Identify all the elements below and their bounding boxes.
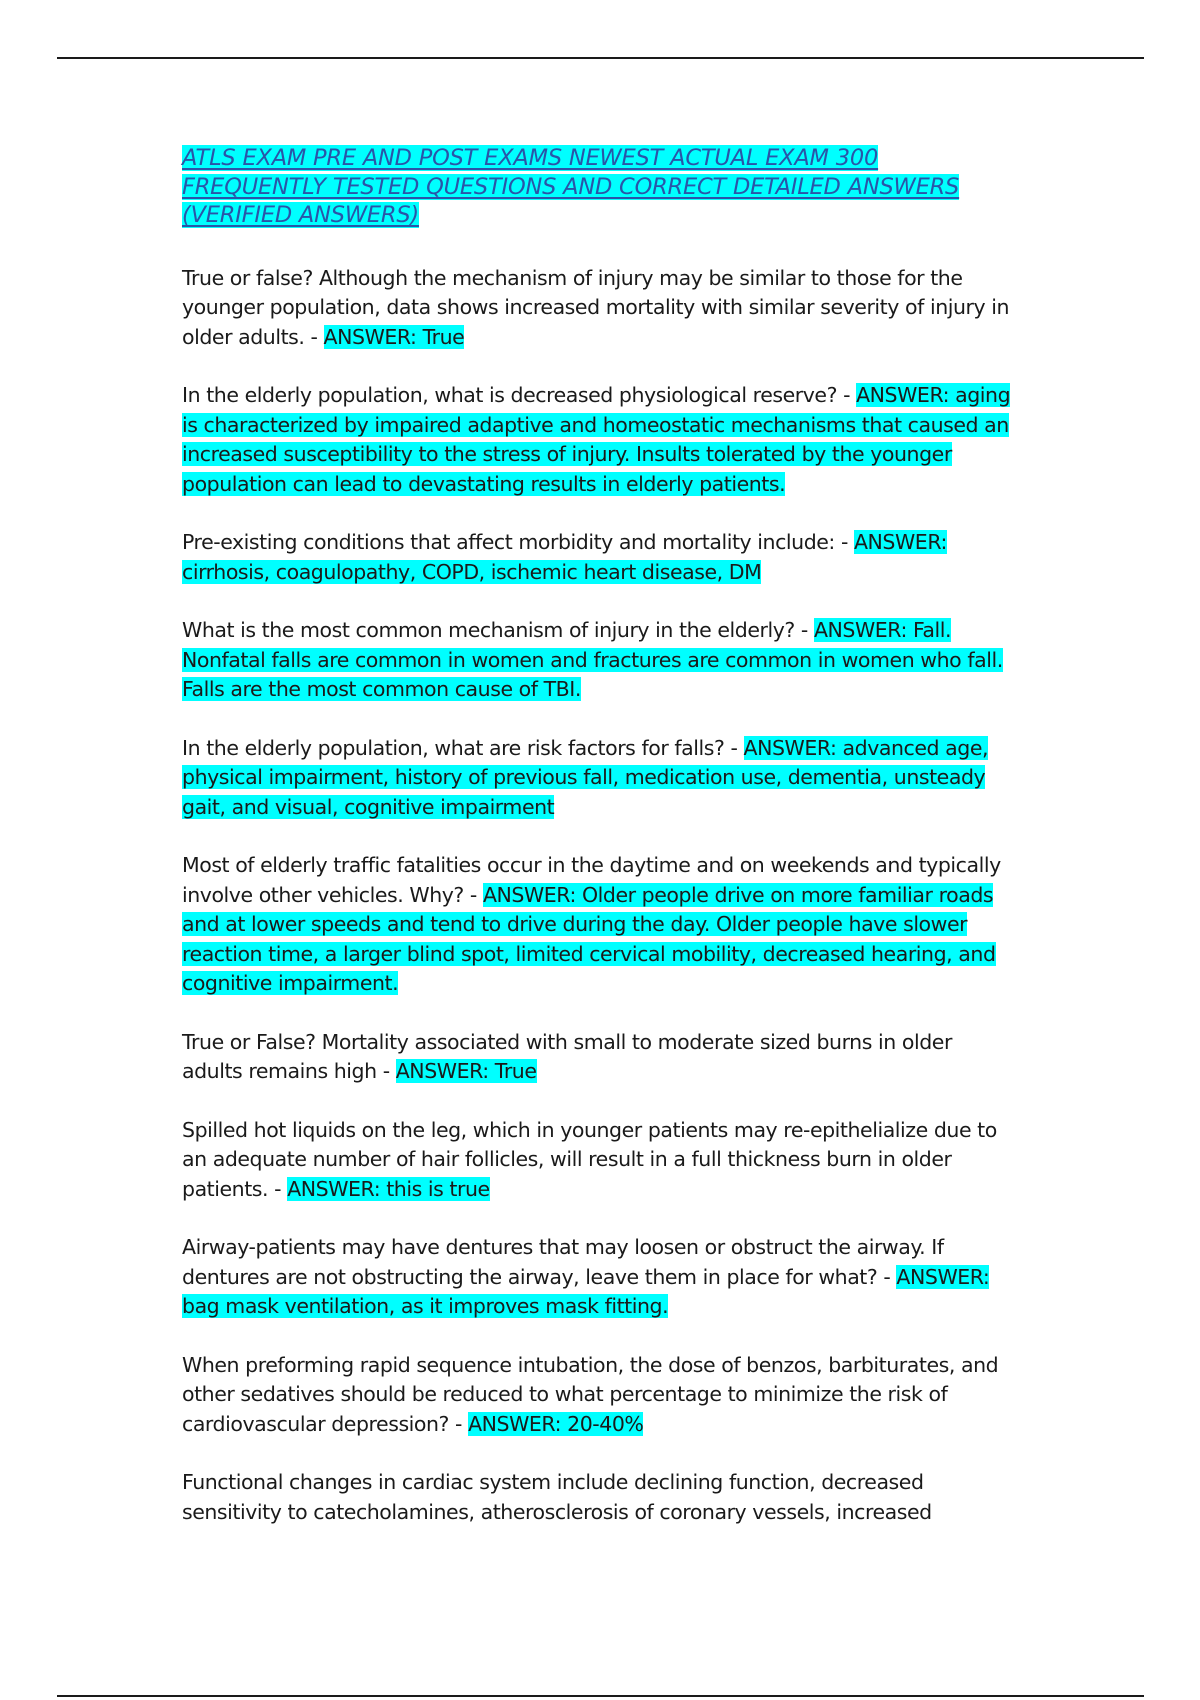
answer-text: ANSWER: 20-40% <box>468 1411 644 1436</box>
question-text: Pre-existing conditions that affect morbidity and mortality include: - <box>182 530 854 554</box>
answer-text: ANSWER: this is true <box>287 1176 490 1201</box>
answer-text: ANSWER: cirrhosis, coagulopathy, COPD, ischemic heart disease, DM <box>182 530 947 584</box>
page-top-rule <box>57 57 1144 59</box>
answer-text: ANSWER: aging is characterized by impaired adaptive and homeostatic mechanisms that caused an increased susceptibility to the stress of injury. Insults tolerated by the younger population can lead to devastating results in elderly patients. <box>182 383 1011 496</box>
question-text: What is the most common mechanism of injury in the elderly? - <box>182 618 814 642</box>
qa-item <box>182 616 1012 705</box>
qa-item <box>182 734 1012 823</box>
answer-text: ANSWER: Fall. Nonfatal falls are common in women and fractures are common in women who fall. Falls are the most common cause of TBI. <box>182 618 1003 701</box>
qa-item <box>182 528 1012 587</box>
question-text: When preforming rapid sequence intubation, the dose of benzos, barbiturates, and other sedatives should be reduced to what percentage to minimize the risk of cardiovascular depression? - <box>182 1352 999 1436</box>
page-bottom-rule <box>57 1695 1144 1697</box>
question-text: True or False? Mortality associated with small to moderate sized burns in older adults remains high - <box>182 1029 952 1083</box>
qa-item <box>182 1351 1012 1440</box>
qa-item <box>182 264 1012 353</box>
question-text: True or false? Although the mechanism of injury may be similar to those for the younger population, data shows increased mortality with similar severity of injury in older adults. - <box>182 265 1010 349</box>
qa-item <box>182 1028 1012 1087</box>
qa-item <box>182 381 1012 499</box>
answer-text: ANSWER: True <box>323 324 465 349</box>
question-text: Functional changes in cardiac system include declining function, decreased sensitivity to catecholamines, atherosclerosis of coronary vessels, increased <box>182 1470 932 1524</box>
document-title <box>182 144 1012 230</box>
document-body <box>182 144 1012 1556</box>
question-text: In the elderly population, what is decreased physiological reserve? - <box>182 383 857 407</box>
answer-text: ANSWER: advanced age, physical impairment, history of previous fall, medication use, dementia, unsteady gait, and visual, cognitive impairment <box>182 735 989 819</box>
answer-text: ANSWER: bag mask ventilation, as it improves mask fitting. <box>182 1264 990 1318</box>
qa-item <box>182 1468 1012 1527</box>
answer-text: ANSWER: True <box>395 1059 537 1083</box>
question-text: Most of elderly traffic fatalities occur in the daytime and on weekends and typically involve other vehicles. Why? - <box>182 853 1001 907</box>
question-text: Airway-patients may have dentures that may loosen or obstruct the airway. If dentures are not obstructing the airway, leave them in place for what? - <box>182 1235 944 1289</box>
answer-text: ANSWER: Older people drive on more familiar roads and at lower speeds and tend to drive during the day. Older people have slower reaction time, a larger blind spot, limited cervical mobility, decreased hearing, and cognitive impairment. <box>182 882 996 995</box>
qa-item <box>182 851 1012 999</box>
question-text: In the elderly population, what are risk factors for falls? - <box>182 735 744 760</box>
question-text: Spilled hot liquids on the leg, which in younger patients may re-epithelialize due to an adequate number of hair follicles, will result in a full thickness burn in older patients. - <box>182 1117 997 1201</box>
document-title-text: ATLS EXAM PRE AND POST EXAMS NEWEST ACTUAL EXAM 300 FREQUENTLY TESTED QUESTIONS AND CORRECT DETAILED ANSWERS (VERIFIED ANSWERS) <box>182 145 960 228</box>
qa-item <box>182 1116 1012 1205</box>
qa-item <box>182 1233 1012 1322</box>
